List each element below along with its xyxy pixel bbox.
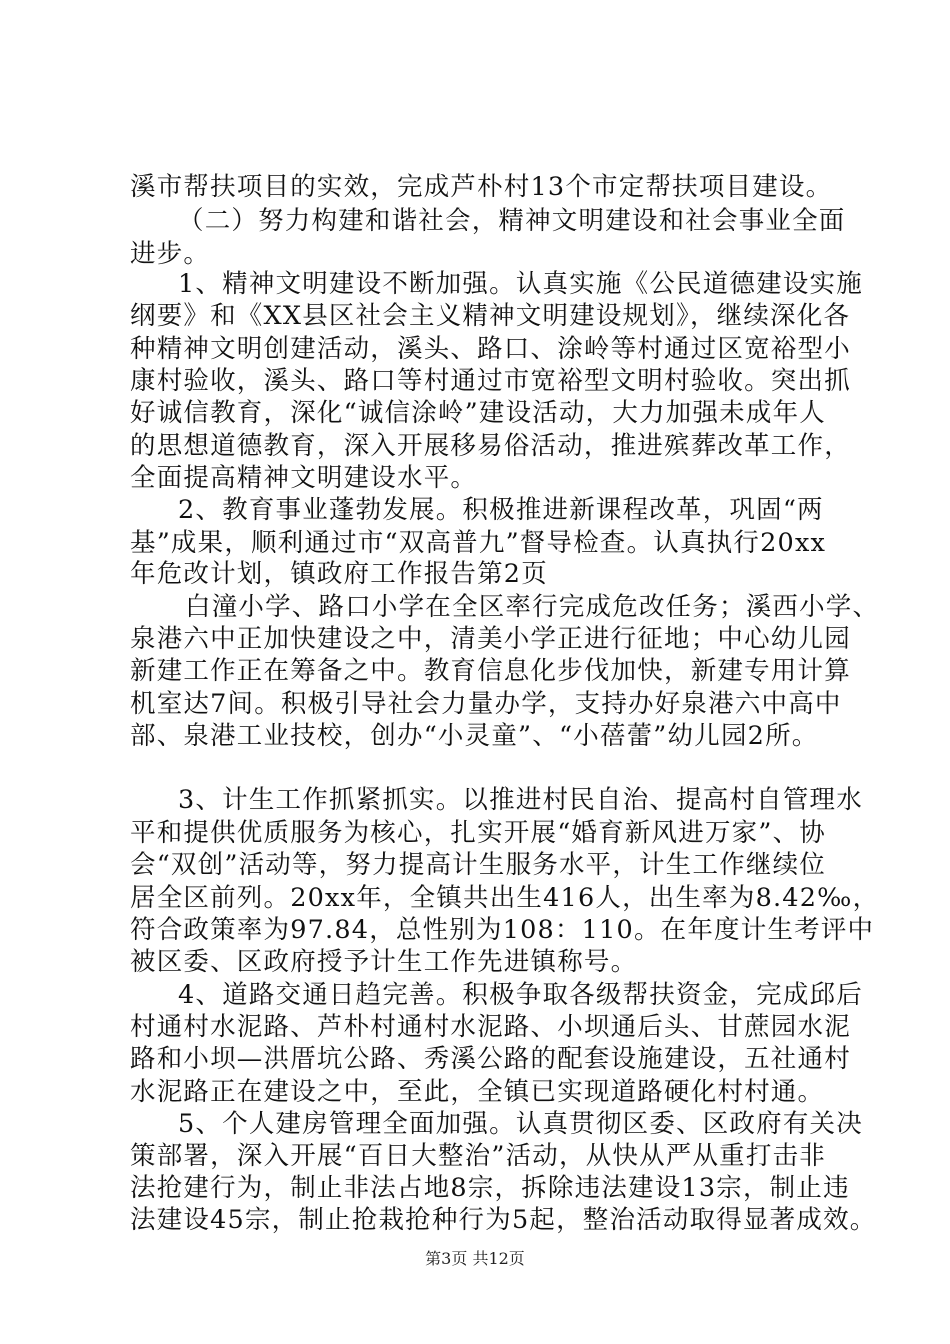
- text-line: 路和小坝—洪厝坑公路、秀溪公路的配套设施建设，五社通村: [130, 1044, 851, 1074]
- text-line: 被区委、区政府授予计生工作先进镇称号。: [130, 947, 638, 977]
- text-line: 白潼小学、路口小学在全区率行完成危改任务；溪西小学、: [185, 592, 880, 622]
- text-line: 部、泉港工业技校，创办“小灵童”、“小蓓蕾”幼儿园2所。: [130, 721, 819, 751]
- page-number-footer: 第3页 共12页: [425, 1249, 525, 1268]
- text-line: 4、道路交通日趋完善。积极争取各级帮扶资金，完成邱后: [178, 980, 863, 1010]
- text-line: 5、个人建房管理全面加强。认真贯彻区委、区政府有关决: [178, 1109, 863, 1139]
- text-line: 基”成果，顺利通过市“双高普九”督导检查。认真执行20xx: [130, 528, 827, 558]
- text-line: 3、计生工作抓紧抓实。以推进村民自治、提高村自管理水: [178, 785, 863, 815]
- text-line: 的思想道德教育，深入开展移易俗活动，推进殡葬改革工作，: [130, 431, 851, 461]
- text-line: 法抢建行为，制止非法占地8宗，拆除违法建设13宗，制止违: [130, 1173, 850, 1203]
- text-line: （二）努力构建和谐社会，精神文明建设和社会事业全面: [178, 206, 846, 236]
- text-line: 策部署，深入开展“百日大整治”活动，从快从严从重打击非: [130, 1141, 826, 1171]
- text-line: 会“双创”活动等，努力提高计生服务水平，计生工作继续位: [130, 850, 826, 880]
- text-line: 纲要》和《XX县区社会主义精神文明建设规划》，继续深化各: [130, 301, 851, 331]
- text-line: 康村验收，溪头、路口等村通过市宽裕型文明村验收。突出抓: [130, 366, 851, 396]
- text-line: 新建工作正在筹备之中。教育信息化步伐加快，新建专用计算: [130, 656, 851, 686]
- text-line: 水泥路正在建设之中，至此，全镇已实现道路硬化村村通。: [130, 1077, 825, 1107]
- text-line: 好诚信教育，深化“诚信涂岭”建设活动，大力加强未成年人: [130, 398, 826, 428]
- text-line: 村通村水泥路、芦朴村通村水泥路、小坝通后头、甘蔗园水泥: [130, 1012, 851, 1042]
- text-line: 平和提供优质服务为核心，扎实开展“婚育新风进万家”、协: [130, 818, 826, 848]
- text-line: 泉港六中正加快建设之中，清美小学正进行征地；中心幼儿园: [130, 624, 851, 654]
- text-line: 1、精神文明建设不断加强。认真实施《公民道德建设实施: [178, 269, 863, 299]
- text-line: 机室达7间。积极引导社会力量办学，支持办好泉港六中高中: [130, 689, 842, 719]
- text-line: 种精神文明创建活动，溪头、路口、涂岭等村通过区宽裕型小: [130, 334, 851, 364]
- text-line: 法建设45宗，制止抢栽抢种行为5起，整治活动取得显著成效。: [130, 1205, 877, 1235]
- text-line: 居全区前列。20xx年，全镇共出生416人，出生率为8.42‰，: [130, 883, 880, 913]
- text-line: 全面提高精神文明建设水平。: [130, 463, 478, 493]
- text-line: 年危改计划，镇政府工作报告第2页: [130, 559, 548, 589]
- text-line: 进步。: [130, 239, 211, 269]
- text-line: 符合政策率为97.84，总性别为108：110。在年度计生考评中: [130, 915, 875, 945]
- text-line: 2、教育事业蓬勃发展。积极推进新课程改革，巩固“两: [178, 495, 824, 525]
- text-line: 溪市帮扶项目的实效，完成芦朴村13个市定帮扶项目建设。: [130, 172, 833, 202]
